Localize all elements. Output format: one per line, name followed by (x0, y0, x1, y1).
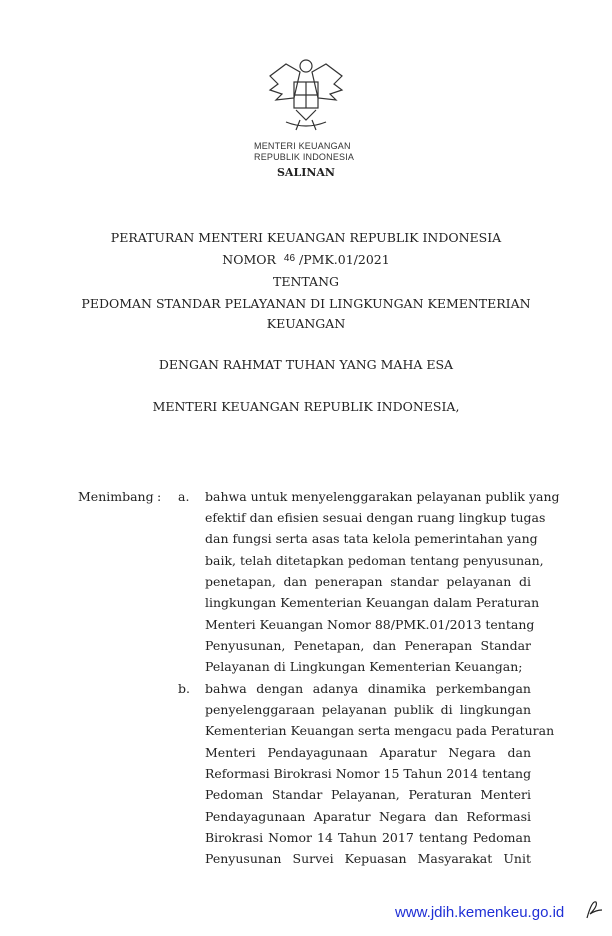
subject-line2: KEUANGAN (266, 316, 346, 331)
text-line: bahwa dengan adanya dinamika perkembangan (205, 681, 531, 696)
considering-colon: : (157, 489, 162, 504)
text-line: Birokrasi Nomor 14 Tahun 2017 tentang Pedoman (205, 830, 531, 845)
text-line: efektif dan efisien sesuai dengan ruang lingkup tugas (205, 510, 546, 525)
text-line: Pedoman Standar Pelayanan, Peraturan Menteri (205, 787, 531, 802)
text-line: Penyusunan, Penetapan, dan Penerapan Standar (205, 638, 531, 653)
text-line: lingkungan Kementerian Keuangan dalam Peraturan (205, 595, 540, 610)
subject-line1: PEDOMAN STANDAR PELAYANAN DI LINGKUNGAN KEMENTERIAN (81, 296, 531, 311)
text-line: Kementerian Keuangan serta mengacu pada Peraturan (205, 723, 555, 738)
text-line: Pendayagunaan Aparatur Negara dan Reformasi (205, 809, 531, 824)
initial-signature-icon (584, 898, 604, 922)
salinan-stamp: SALINAN (276, 166, 335, 179)
text-line: Menteri Pendayagunaan Aparatur Negara dan (205, 745, 531, 760)
text-line: baik, telah ditetapkan pedoman tentang penyusunan, (205, 553, 544, 568)
text-line: Reformasi Birokrasi Nomor 15 Tahun 2014 tentang (205, 766, 532, 781)
letterhead-line1: MENTERI KEUANGAN (254, 141, 351, 151)
item-a-marker: a. (178, 489, 190, 504)
regulation-number (0, 252, 612, 267)
text-line: Pelayanan di Lingkungan Kementerian Keuangan; (205, 659, 523, 674)
invocation: DENGAN RAHMAT TUHAN YANG MAHA ESA (158, 357, 454, 372)
considering-label: Menimbang (78, 489, 154, 504)
text-line: Menteri Keuangan Nomor 88/PMK.01/2013 tentang (205, 617, 535, 632)
text-line: penyelenggaraan pelayanan publik di lingkungan (205, 702, 531, 717)
garuda-emblem-icon (266, 54, 346, 134)
text-line: penetapan, dan penerapan standar pelayanan di (205, 574, 531, 589)
item-b-marker: b. (178, 681, 190, 696)
text-line: bahwa untuk menyelenggarakan pelayanan publik yang (205, 489, 560, 504)
letterhead-line2: REPUBLIK INDONESIA (254, 152, 355, 162)
watermark-link[interactable]: www.jdih.kemenkeu.go.id (395, 904, 565, 921)
number-handwritten: 46 (283, 253, 296, 264)
about-heading: TENTANG (272, 274, 339, 289)
text-line: dan fungsi serta asas tata kelola pemerintahan yang (205, 531, 538, 546)
regulation-title: PERATURAN MENTERI KEUANGAN REPUBLIK INDONESIA (110, 230, 502, 245)
number-prefix: NOMOR (222, 252, 276, 267)
text-line: Penyusunan Survei Kepuasan Masyarakat Unit (205, 851, 531, 866)
number-suffix: /PMK.01/2021 (299, 252, 390, 267)
issuer: MENTERI KEUANGAN REPUBLIK INDONESIA, (152, 399, 460, 414)
